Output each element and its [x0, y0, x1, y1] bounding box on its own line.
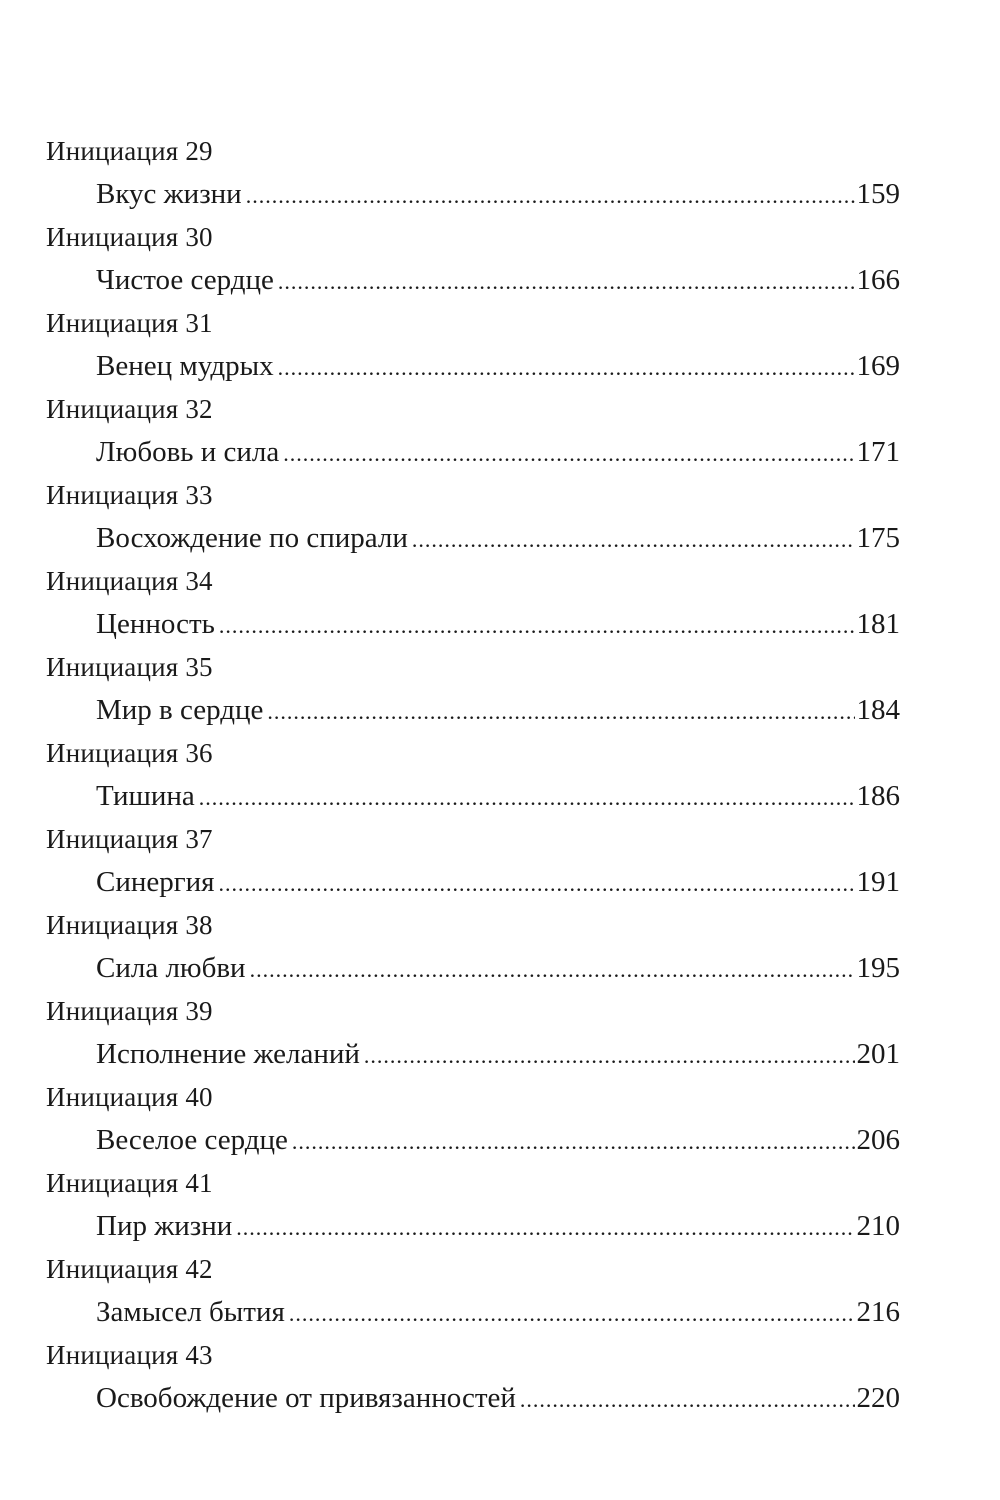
- toc-page-number: 159: [856, 178, 900, 210]
- toc-page-number: 166: [856, 264, 900, 296]
- toc-section: [46, 904, 900, 990]
- toc-page-number: 195: [856, 952, 900, 984]
- toc-entry[interactable]: [46, 1291, 900, 1334]
- dot-leader: [520, 1378, 855, 1421]
- toc-page-number: 201: [856, 1038, 900, 1070]
- toc-entry[interactable]: [46, 1205, 900, 1248]
- dot-leader: [289, 1292, 855, 1335]
- toc-heading: Инициация 42: [46, 1254, 213, 1284]
- toc-page-number: 216: [856, 1296, 900, 1328]
- toc-heading: Инициация 38: [46, 910, 213, 940]
- toc-entry-title: Любовь и сила: [96, 436, 280, 468]
- toc-section: [46, 732, 900, 818]
- toc-heading: Инициация 33: [46, 480, 213, 510]
- toc-page-number: 210: [856, 1210, 900, 1242]
- toc-section: [46, 1076, 900, 1162]
- toc-entry[interactable]: [46, 517, 900, 560]
- toc-entry[interactable]: [46, 947, 900, 990]
- toc-heading: Инициация 37: [46, 824, 213, 854]
- toc-section: [46, 388, 900, 474]
- toc-entry-title: Исполнение желаний: [96, 1038, 360, 1070]
- toc-entry[interactable]: [46, 259, 900, 302]
- dot-leader: [278, 346, 855, 389]
- toc-heading: Инициация 39: [46, 996, 213, 1026]
- toc-section: [46, 818, 900, 904]
- table-of-contents: [46, 130, 900, 1420]
- toc-entry-title: Тишина: [96, 780, 195, 812]
- toc-entry-title: Синергия: [96, 866, 215, 898]
- toc-entry[interactable]: [46, 603, 900, 646]
- toc-entry[interactable]: [46, 689, 900, 732]
- toc-page-number: 175: [856, 522, 900, 554]
- toc-entry-title: Венец мудрых: [96, 350, 274, 382]
- toc-entry-title: Веселое сердце: [96, 1124, 288, 1156]
- toc-entry[interactable]: [46, 173, 900, 216]
- toc-section: [46, 560, 900, 646]
- toc-section: [46, 1248, 900, 1334]
- toc-entry[interactable]: [46, 431, 900, 474]
- toc-heading: Инициация 32: [46, 394, 213, 424]
- toc-entry-title: Вкус жизни: [96, 178, 242, 210]
- dot-leader: [250, 948, 855, 991]
- dot-leader: [246, 174, 855, 217]
- toc-section: [46, 302, 900, 388]
- dot-leader: [236, 1206, 854, 1249]
- toc-entry-title: Чистое сердце: [96, 264, 274, 296]
- dot-leader: [199, 776, 855, 819]
- toc-entry-title: Сила любви: [96, 952, 246, 984]
- toc-entry[interactable]: [46, 1377, 900, 1420]
- dot-leader: [292, 1120, 855, 1163]
- toc-entry[interactable]: [46, 775, 900, 818]
- toc-page-number: 171: [856, 436, 900, 468]
- toc-heading: Инициация 40: [46, 1082, 213, 1112]
- toc-entry-title: Ценность: [96, 608, 215, 640]
- dot-leader: [278, 260, 855, 303]
- toc-page-number: 169: [856, 350, 900, 382]
- toc-page-number: 181: [856, 608, 900, 640]
- toc-page-number: 220: [856, 1382, 900, 1414]
- dot-leader: [219, 862, 855, 905]
- dot-leader: [412, 518, 855, 561]
- toc-section: [46, 216, 900, 302]
- toc-section: [46, 474, 900, 560]
- toc-entry-title: Замысел бытия: [96, 1296, 285, 1328]
- toc-entry[interactable]: [46, 1119, 900, 1162]
- toc-page-number: 206: [856, 1124, 900, 1156]
- toc-heading: Инициация 29: [46, 136, 213, 166]
- toc-entry[interactable]: [46, 861, 900, 904]
- toc-entry-title: Освобождение от привязанностей: [96, 1382, 516, 1414]
- toc-section: [46, 1334, 900, 1420]
- toc-section: [46, 1162, 900, 1248]
- toc-entry-title: Мир в сердце: [96, 694, 264, 726]
- toc-heading: Инициация 30: [46, 222, 213, 252]
- toc-entry[interactable]: [46, 1033, 900, 1076]
- dot-leader: [283, 432, 854, 475]
- toc-section: [46, 130, 900, 216]
- toc-page-number: 186: [856, 780, 900, 812]
- dot-leader: [364, 1034, 855, 1077]
- toc-heading: Инициация 34: [46, 566, 213, 596]
- toc-page-number: 184: [856, 694, 900, 726]
- toc-heading: Инициация 35: [46, 652, 213, 682]
- toc-page-number: 191: [856, 866, 900, 898]
- toc-entry[interactable]: [46, 345, 900, 388]
- toc-entry-title: Пир жизни: [96, 1210, 233, 1242]
- toc-heading: Инициация 43: [46, 1340, 213, 1370]
- toc-section: [46, 646, 900, 732]
- toc-heading: Инициация 31: [46, 308, 213, 338]
- toc-heading: Инициация 36: [46, 738, 213, 768]
- dot-leader: [219, 604, 855, 647]
- toc-heading: Инициация 41: [46, 1168, 213, 1198]
- toc-section: [46, 990, 900, 1076]
- dot-leader: [267, 690, 854, 733]
- toc-entry-title: Восхождение по спирали: [96, 522, 408, 554]
